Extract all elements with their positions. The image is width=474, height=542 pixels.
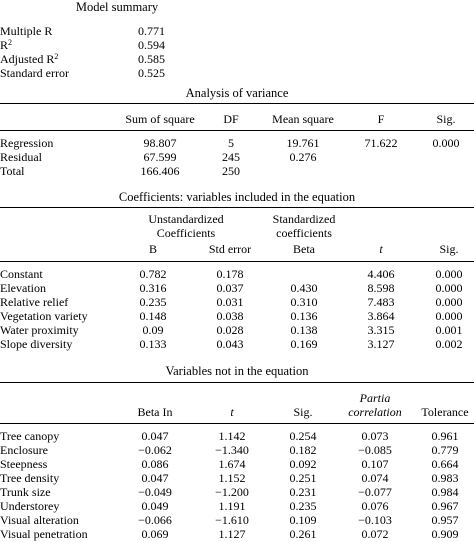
coefficient-cell: 3.315 [367,323,395,337]
standardized-header: coefficients [276,226,332,240]
excluded-cell: 0.251 [289,471,317,485]
anova-cell: 0.000 [432,136,460,150]
excluded-cell: −0.077 [358,485,392,499]
coefficient-cell: 0.782 [139,267,167,281]
excluded-row-label: Steepness [0,457,48,471]
excluded-cell: 0.779 [431,443,459,457]
excluded-cell: 1.127 [218,527,246,541]
excluded-cell: 0.957 [431,513,459,527]
coefficients-col-header: Std error [208,242,252,256]
model-summary-label: Multiple R [0,24,53,38]
coefficient-cell: 0.133 [139,337,167,351]
excluded-cell: 0.107 [361,457,389,471]
excluded-cell: 0.983 [431,471,459,485]
model-summary-value: 0.594 [138,38,165,52]
model-summary-label: $R^2$ [0,38,13,52]
excluded-cell: 0.047 [141,471,169,485]
divider [0,207,474,208]
coefficient-cell: 0.000 [435,295,463,309]
partial-correlation-header: Partia [359,391,391,405]
excluded-cell: 0.235 [289,499,317,513]
divider [0,130,474,131]
excluded-col-header: Tolerance [421,405,469,419]
excluded-cell: −1.200 [215,485,249,499]
excluded-cell: 0.909 [431,527,459,541]
anova-header: DF [223,112,239,126]
excluded-cell: 0.069 [141,527,169,541]
coefficient-cell: 0.09 [142,323,164,337]
coefficient-cell: 8.598 [367,281,395,295]
coefficient-cell: 0.038 [216,309,244,323]
coefficient-cell: 0.000 [435,267,463,281]
excluded-cell: −0.049 [138,485,172,499]
excluded-cell: 0.182 [289,443,317,457]
coefficient-cell: 0.138 [290,323,318,337]
coefficient-cell: 0.316 [139,281,167,295]
anova-header: Sum of square [125,112,195,126]
excluded-cell: 0.664 [431,457,459,471]
coefficient-cell: 0.169 [290,337,318,351]
divider [0,382,474,383]
excluded-row-label: Visual penetration [0,527,88,541]
anova-row-label: Total [0,164,25,178]
coefficient-cell: 3.864 [367,309,395,323]
excluded-cell: 0.073 [361,429,389,443]
unstandardized-header: Unstandardized [148,212,224,226]
anova-cell: 0.276 [289,150,317,164]
excluded-cell: 0.072 [361,527,389,541]
model-summary-value: 0.585 [138,52,165,66]
coefficient-cell: 0.043 [216,337,244,351]
excluded-cell: −0.066 [138,513,172,527]
excluded-row-label: Understorey [0,499,60,513]
coefficient-row-label: Vegetation variety [0,309,88,323]
excluded-cell: −1.610 [215,513,249,527]
anova-cell: 67.599 [143,150,177,164]
coefficient-cell: 0.002 [435,337,463,351]
excluded-cell: 1.674 [218,457,246,471]
unstandardized-header: Coefficients [156,226,216,240]
excluded-cell: 0.261 [289,527,317,541]
excluded-cell: −1.340 [215,443,249,457]
anova-cell: 98.807 [143,136,177,150]
coefficients-col-header: Beta [293,242,315,256]
coefficients-title: Coefficients: variables included in the equation [118,190,356,204]
anova-cell: 250 [222,164,240,178]
coefficient-cell: 3.127 [367,337,395,351]
excluded-cell: 0.231 [289,485,317,499]
excluded-cell: 0.074 [361,471,389,485]
model-summary-label: Standard error [0,66,69,80]
excluded-col-header: Sig. [293,405,313,419]
coefficients-col-header: t [379,242,383,256]
coefficient-cell: 7.483 [367,295,395,309]
standardized-header: Standardized [272,212,336,226]
excluded-cell: −0.085 [358,443,392,457]
coefficient-row-label: Slope diversity [0,337,73,351]
excluded-cell: 0.967 [431,499,459,513]
excluded-cell: −0.062 [138,443,172,457]
coefficient-cell: 0.148 [139,309,167,323]
excluded-cell: 0.076 [361,499,389,513]
anova-header: Sig. [436,112,456,126]
partial-correlation-header: correlation [348,405,402,419]
coefficients-col-header: B [148,242,158,256]
excluded-row-label: Visual alteration [0,513,79,527]
excluded-title: Variables not in the equation [165,364,309,378]
excluded-cell: 1.152 [218,471,246,485]
divider [0,423,474,424]
excluded-cell: 0.109 [289,513,317,527]
excluded-cell: 0.984 [431,485,459,499]
coefficient-row-label: Relative relief [0,295,69,309]
excluded-row-label: Enclosure [0,443,48,457]
coefficient-cell: 0.235 [139,295,167,309]
anova-header: Mean square [272,112,334,126]
excluded-row-label: Tree canopy [0,429,60,443]
anova-title: Analysis of variance [185,86,289,100]
anova-row-label: Regression [0,136,54,150]
excluded-row-label: Trunk size [0,485,51,499]
coefficient-row-label: Elevation [0,281,46,295]
model-summary-title: Model summary [75,0,159,14]
excluded-cell: 0.047 [141,429,169,443]
coefficient-cell: 0.031 [216,295,244,309]
model-summary-value: 0.771 [138,24,165,38]
anova-cell: 19.761 [286,136,320,150]
excluded-col-header: Beta In [137,405,173,419]
coefficient-row-label: Water proximity [0,323,79,337]
anova-cell: 5 [228,136,234,150]
model-summary-label: Adjusted $R^2$ [0,52,59,66]
model-summary-value: 0.525 [138,66,165,80]
excluded-cell: 0.254 [289,429,317,443]
divider [0,261,474,262]
anova-row-label: Residual [0,150,42,164]
coefficient-cell: 0.001 [435,323,463,337]
excluded-cell: 1.142 [218,429,246,443]
anova-cell: 245 [222,150,240,164]
coefficient-cell: 0.310 [290,295,318,309]
coefficient-cell: 4.406 [367,267,395,281]
excluded-cell: −0.103 [358,513,392,527]
coefficients-col-header: Sig. [439,242,459,256]
anova-cell: 166.406 [140,164,180,178]
excluded-cell: 1.191 [218,499,246,513]
coefficient-cell: 0.037 [216,281,244,295]
coefficient-cell: 0.430 [290,281,318,295]
coefficient-cell: 0.028 [216,323,244,337]
excluded-row-label: Tree density [0,471,60,485]
coefficient-cell: 0.178 [216,267,244,281]
excluded-cell: 0.086 [141,457,169,471]
excluded-cell: 0.049 [141,499,169,513]
excluded-cell: 0.961 [431,429,459,443]
coefficient-cell: 0.136 [290,309,318,323]
coefficient-cell: 0.000 [435,281,463,295]
coefficient-row-label: Constant [0,267,43,281]
excluded-col-header: t [230,405,234,419]
anova-cell: 71.622 [364,136,398,150]
coefficient-cell: 0.000 [435,309,463,323]
excluded-cell: 0.092 [289,457,317,471]
anova-header: F [377,112,385,126]
divider [0,103,474,104]
